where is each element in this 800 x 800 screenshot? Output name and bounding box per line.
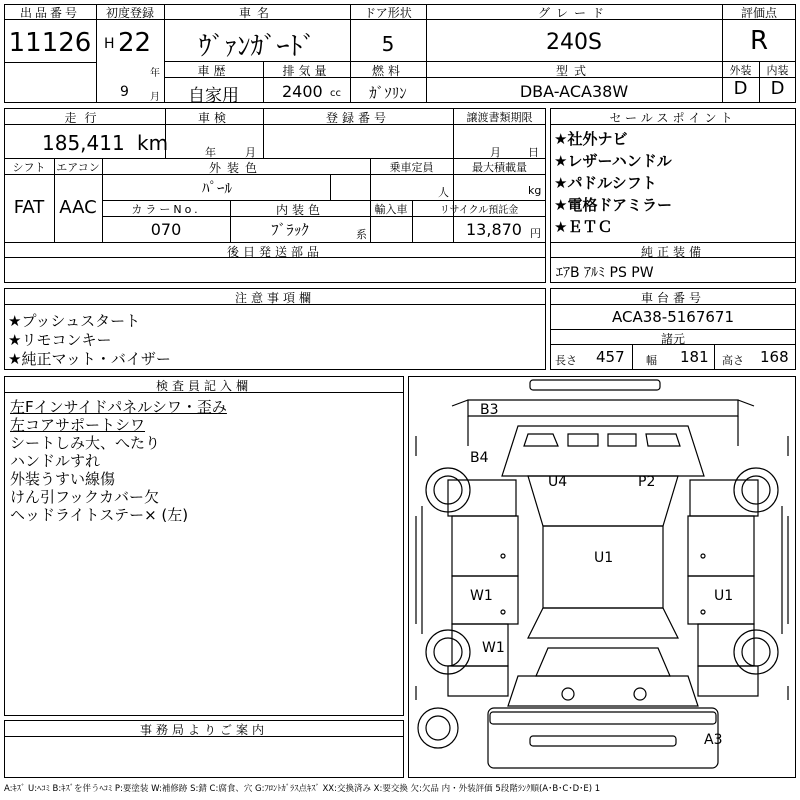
inspect-month-unit: 月 — [245, 146, 256, 159]
damage-mark: B4 — [470, 450, 489, 466]
model-value: DBA-ACA38W — [519, 82, 629, 101]
reg-era: H — [104, 36, 115, 52]
grade-value: 240S — [546, 30, 602, 55]
legend: A:ｷｽﾞ U:ﾍｺﾐ B:ｷｽﾞを伴うﾍｺﾐ P:要塗装 W:補修跡 S:錆 C:腐食、穴 G:ﾌﾛﾝﾄｶﾞﾗｽ点ｷｽﾞ XX:交換済み X:要交換 欠:欠品 内・外装評価 5段階ﾗﾝｸ順(A･B･C･D･E) 1 — [4, 784, 601, 794]
later-label: 後日発送部品 — [226, 245, 323, 259]
int-label: 内装 — [766, 64, 789, 77]
inspector-line: 左コアサポートシワ — [10, 416, 146, 434]
recycle-value: 13,870 — [466, 220, 522, 239]
chassis-label: 車台番号 — [640, 291, 705, 305]
history-label: 車歴 — [197, 64, 230, 78]
inspector-label: 検査員記入欄 — [155, 379, 252, 393]
transfer-label: 譲渡書類期限 — [466, 111, 533, 124]
fuel-label: 燃料 — [371, 64, 404, 78]
inspector-line: 外装うすい線傷 — [10, 470, 116, 488]
sales-item: ★ＥＴＣ — [554, 218, 613, 236]
load-label: 最大積載量 — [472, 161, 527, 174]
door-label: ドア形状 — [364, 6, 412, 20]
notes-item: ★純正マット・バイザー — [8, 350, 171, 368]
car-name: ｳﾞｧﾝｶﾞｰﾄﾞ — [198, 32, 316, 62]
width-value: 181 — [680, 348, 709, 366]
colorno-value: 070 — [150, 220, 182, 239]
inspector-line: ハンドルすれ — [10, 452, 101, 470]
dims-label: 諸元 — [660, 332, 685, 346]
import-label: 輸入車 — [374, 203, 408, 216]
ext-value: D — [733, 78, 748, 99]
equip-value: ｴｱB ｱﾙﾐ PS PW — [556, 265, 654, 281]
history-value: 自家用 — [188, 86, 239, 106]
model-label: 型式 — [555, 64, 592, 78]
reg-month: 9 — [120, 84, 129, 100]
height-value: 168 — [760, 348, 789, 366]
damage-mark: W1 — [470, 588, 493, 604]
notes-label: 注意事項欄 — [234, 291, 315, 305]
office-label: 事務局よりご案内 — [139, 723, 268, 737]
inspector-line: けん引フックカバー欠 — [10, 488, 159, 506]
damage-mark: B3 — [480, 402, 499, 418]
recycle-unit: 円 — [530, 227, 541, 240]
disp-unit: cc — [330, 88, 341, 99]
equip-label: 純正装備 — [640, 245, 705, 259]
inspector-line: シートしみ大、へたり — [10, 434, 161, 452]
ext-label: 外装 — [729, 64, 752, 77]
lot-no: 11126 — [8, 28, 92, 58]
shift-label: シフト — [12, 161, 46, 174]
sales-item: ★レザーハンドル — [554, 152, 672, 170]
sales-item: ★電格ドアミラー — [554, 196, 672, 214]
grade-label: グレード — [537, 6, 610, 20]
damage-mark: P2 — [638, 474, 656, 490]
mileage-label: 走行 — [64, 111, 105, 125]
door-value: 5 — [381, 32, 395, 56]
notes-item: ★プッシュスタート — [8, 312, 141, 330]
damage-mark: U1 — [714, 588, 734, 604]
disp-label: 排気量 — [282, 64, 331, 78]
load-unit: kg — [528, 184, 542, 197]
car-name-label: 車名 — [238, 6, 275, 20]
lot-no-label: 出品番号 — [19, 6, 80, 20]
damage-mark: A3 — [704, 732, 723, 748]
inspector-line: ヘッドライトステー× (左) — [10, 506, 189, 524]
fuel-value: ｶﾞｿﾘﾝ — [369, 84, 407, 102]
notes-item: ★リモコンキー — [8, 331, 112, 349]
ac-value: AAC — [59, 197, 97, 218]
sales-label: セールスポイント — [609, 111, 737, 125]
len-value: 457 — [596, 348, 625, 366]
ac-label: エアコン — [56, 161, 100, 174]
sales-item: ★社外ナビ — [554, 130, 628, 148]
transfer-month-unit: 月 — [490, 146, 501, 159]
shift-value: FAT — [13, 197, 45, 218]
inspect-year-unit: 年 — [205, 146, 216, 159]
intcolor-value: ﾌﾞﾗｯｸ — [271, 221, 309, 239]
colorno-label: カラーNo. — [131, 203, 201, 216]
color-label: 外装色 — [208, 161, 263, 175]
chassis-value: ACA38-5167671 — [611, 308, 735, 326]
mileage-unit: km — [137, 131, 169, 155]
width-label: 幅 — [646, 354, 657, 367]
score-label: 評価点 — [740, 6, 777, 20]
int-value: D — [770, 78, 785, 99]
score-value: R — [749, 26, 769, 56]
len-label: 長さ — [555, 354, 577, 367]
intcolor-unit: 系 — [356, 228, 367, 241]
capacity-unit: 人 — [438, 186, 449, 199]
reg-year: 22 — [118, 28, 152, 58]
mileage-value: 185,411 — [42, 131, 125, 155]
reg-label: 初度登録 — [105, 6, 154, 20]
reg-month-unit: 月 — [150, 92, 160, 103]
disp-value: 2400 — [282, 82, 323, 101]
damage-mark: W1 — [482, 640, 505, 656]
damage-mark: U1 — [594, 550, 614, 566]
height-label: 高さ — [722, 354, 744, 367]
damage-mark: U4 — [548, 474, 568, 490]
sales-item: ★パドルシフト — [554, 174, 657, 192]
inspector-line: 左Fインサイドパネルシワ・歪み — [10, 398, 227, 416]
capacity-label: 乗車定員 — [389, 161, 434, 174]
color-value: ﾊﾟｰﾙ — [201, 179, 232, 197]
intcolor-label: 内装色 — [275, 203, 324, 217]
reg-year-unit: 年 — [150, 68, 160, 79]
regno-label: 登録番号 — [325, 111, 390, 125]
car-diagram — [408, 376, 796, 778]
inspect-label: 車検 — [197, 111, 230, 125]
transfer-day-unit: 日 — [528, 146, 539, 159]
recycle-label: リサイクル預託金 — [439, 205, 519, 216]
